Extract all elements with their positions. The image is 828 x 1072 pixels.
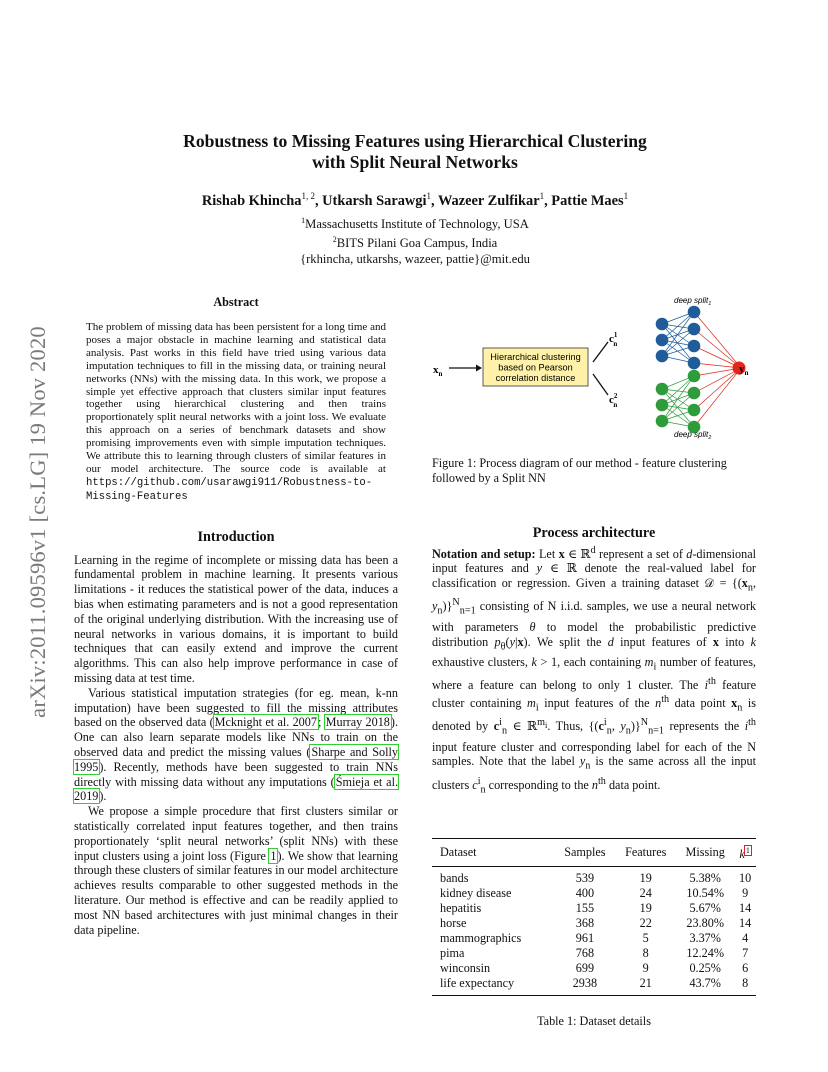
output-label: $y_n$ [739,363,749,377]
table-body [432,866,756,995]
footnote-link[interactable]: 1 [745,845,750,855]
table-cell: 768 [575,945,595,960]
split-2-node [656,383,669,396]
table-cell: 43.7% [689,975,721,990]
table-cell: 4 [742,930,749,945]
figure-ref-link[interactable]: 1 [270,848,277,863]
source-code-link[interactable]: https://github.com/usarawgi911/Robustness-to-Missing-Features [86,476,373,503]
cluster-1-label: $c^1$ n [609,331,618,348]
split-1-node [656,350,669,363]
table-cell: 9 [642,960,649,975]
author-name: Pattie Maes [551,192,624,209]
left-column [74,294,398,937]
table-cell: 10.54% [686,885,724,900]
table-cell: 24 [639,885,652,900]
abstract-heading: Abstract [213,295,259,309]
author-emails: {rkhincha, utkarshs, wazeer, pattie}@mit.edu [300,251,530,266]
table-caption: Table 1: Dataset details [537,1013,651,1028]
column-header: Features [625,845,667,860]
table-cell: 961 [575,930,595,945]
process-diagram [432,290,756,450]
table-cell: 9 [742,885,749,900]
split-1-node [656,334,669,347]
title-block [74,131,756,267]
affiliation-1: $^1$Massachusetts Institute of Technology, USA [301,215,529,231]
table-cell: 14 [739,900,752,915]
column-header: Samples [564,845,606,860]
notation-paragraph: Notation and setup: Let x ∈ ℝ$^d$ represent a set of d-dimensional input features and y ∈ ℝ denote the real-valued label for classification or regression. Given a training dataset 𝒟 = {($x_n$, $y_n)\}^N_{n=1}$ consisting of N i.i.d. samples, we use a neural network with parameters θ to model the probabilistic predictive distribution $p_\theta(y|x)$. We split the d input features of x into k exhaustive clusters, k > 1, each containing $m_i$ number of features, where a feature can belong to only 1 cluster. The $i^{th}$ feature cluster containing $m_i$ input features of the $n^{th}$ data point $x_n$ is denoted by $c^i_n$ ∈ ℝ$^{m_i}$. Thus, {($c^i_n$, $y_n)\}^N_{n=1}$ represents the $i^{th}$ input feature cluster and corresponding label for each of the N samples. Note that the label $y_n$ is the same across all the input clusters $c^i_n$ corresponding to the $n^{th}$ data point. [432,544,757,796]
table-row [432,961,756,976]
table-cell: 155 [575,900,595,915]
table-cell: 0.25% [689,960,721,975]
dataset-name-cell: winconsin [440,960,491,975]
column-header: Dataset [440,845,477,860]
output-connection [694,329,741,368]
input-label: $x_n$ [433,364,443,378]
clustering-box-label: Hierarchical clustering [490,352,581,362]
abstract: The problem of missing data has been persistent for a long time and poses a major obstacle in machine learning and statistical data analysis. Past works in this field have tried using various data imputation techniques to fill in the missing data, or training neural networks (NNs) with the missing data. In this work, we propose a simple yet effective approach that clusters similar input features together using hierarchical clustering and then trains proportionately split neural networks with a joint loss. We evaluate this approach on a series of benchmark datasets and show promising improvements even with simple imputation techniques. We attribute this to learning through clusters of similar features in our model architecture. The source code is available at https://github.com/usarawgi911/Robustness-to-Missing-Features [86,321,386,503]
table-cell: 2938 [572,975,598,990]
arrow-head [476,365,482,372]
citation-link[interactable]: Murray 2018 [325,715,390,730]
intro-paragraph-1: Learning in the regime of incomplete or missing data has been a fundamental problem in machine learning. It presents various limitations - it reduces the statistical power of the data, induces a bias when estimating parameters and is not a good representation of the original underlying distribution. With the increasing use of neural networks in various domains, it is important to build techniques that can easily extend and improve the current algorithms. This can also help improve performance in case of missing data at test time. [74,552,398,686]
deep-split-2-label: deep split$_2$ [674,430,712,441]
table-cell: 400 [575,885,595,900]
split-2-node [656,399,669,412]
dataset-table [432,838,756,996]
table-cell: 12.24% [686,945,724,960]
figure-caption: Figure 1: Process diagram of our method - feature clustering followed by a Split NN [432,456,727,485]
table-cell: 5.38% [689,870,721,885]
dataset-name-cell: bands [440,870,469,885]
citation-link[interactable]: Śmieja et al. 2019 [74,774,399,804]
dataset-name-cell: hepatitis [440,900,482,915]
table-cell: 8 [642,945,649,960]
table-row [432,866,756,886]
column-header: Missing [685,845,725,860]
table-cell: 6 [742,960,749,975]
output-connection [694,312,741,368]
affiliations [74,213,756,268]
citation-link[interactable]: Sharpe and Solly 1995 [74,745,398,774]
table-cell: 19 [639,900,652,915]
introduction-heading: Introduction [197,528,275,545]
dataset-name-cell: mammographics [440,930,522,945]
split-1-node [656,318,669,331]
paper-title: Robustness to Missing Features using Hierarchical Clustering with Split Neural Networks [183,131,647,172]
table-cell: 23.80% [686,915,724,930]
table-row [432,901,756,916]
table-cell: 5 [642,930,649,945]
citation-link[interactable]: Mcknight et al. 2007 [214,715,317,730]
clustering-box-label: correlation distance [495,373,576,383]
author-list: Rishab Khincha$^{1, 2}$, Utkarsh Sarawgi$^1$, Wazeer Zulfikar$^1$, Pattie Maes$^1$ [201,191,629,209]
author-name: Utkarsh Sarawgi [322,192,427,209]
split-2-node [688,387,701,400]
dataset-name-cell: horse [440,915,467,930]
author-name: Wazeer Zulfikar [437,192,540,209]
clustering-box-label: based on Pearson [498,362,573,373]
output-connection [694,368,741,427]
table-cell: 14 [739,915,752,930]
table-row [432,931,756,946]
table-cell: 539 [575,870,595,885]
table-cell: 22 [639,915,652,930]
intro-paragraph-3: We propose a simple procedure that first clusters similar or statistically correlated input features together, and then trains proportionately ‘split neural networks’ (split NNs) with these input clusters using a joint loss (Figure 1). We show that learning through these clusters of similar features in our model architecture achieves results comparable to other suggested methods in the literature. Our method is effective and can be readily applied to most NN based architectures with just minimal changes in their data pipeline. [74,804,398,937]
cluster-2-label: $c^2$ n [609,392,618,409]
network-connections [662,312,741,427]
table-cell: 699 [575,960,595,975]
table-cell: 8 [742,975,749,990]
table-cell: 7 [742,945,749,960]
table-header-row [432,838,756,866]
table-row [432,886,756,901]
intro-paragraph-2: Various statistical imputation strategies (for eg. mean, k-nn imputation) have been suggested to fill the missing attributes based on the observed data (Mcknight et al. 2007; Murray 2018). One can also learn separate models like NNs to train on the observed data and predict the missing values (Sharpe and Solly 1995). Recently, methods have been suggested to train NNs directly with missing data without any imputations (Śmieja et al. 2019). [74,685,399,804]
split-2-node [688,370,701,383]
table-cell: 5.67% [689,900,721,915]
split-1-node [688,306,701,319]
deep-split-1-label: deep split$_1$ [674,296,712,307]
arxiv-identifier: arXiv:2011.09596v1 [cs.LG] 19 Nov 2020 [25,326,50,718]
table-cell: 3.37% [689,930,721,945]
dataset-name-cell: life expectancy [440,975,515,990]
table-cell: 10 [739,870,752,885]
process-diagram-svg [432,290,756,450]
table-cell: 368 [575,915,595,930]
dataset-name-cell: kidney disease [440,885,512,900]
affiliation-2: $^2$BITS Pilani Goa Campus, India [332,235,498,251]
right-column [432,290,756,1029]
split-1-node [688,323,701,336]
split-2-node [656,415,669,428]
table-row [432,946,756,961]
branch-line-down [593,374,608,395]
author-name: Rishab Khincha [201,192,302,209]
branch-line-up [593,342,608,362]
split-1-node [688,357,701,370]
split-2-node [688,404,701,417]
dataset-name-cell: pima [440,945,465,960]
column-header-k: k$^1$ [739,845,750,861]
table-cell: 21 [639,975,652,990]
table-cell: 19 [639,870,652,885]
process-architecture-heading: Process architecture [532,524,656,541]
table-row [432,976,756,996]
table-row [432,916,756,931]
split-1-node [688,340,701,353]
